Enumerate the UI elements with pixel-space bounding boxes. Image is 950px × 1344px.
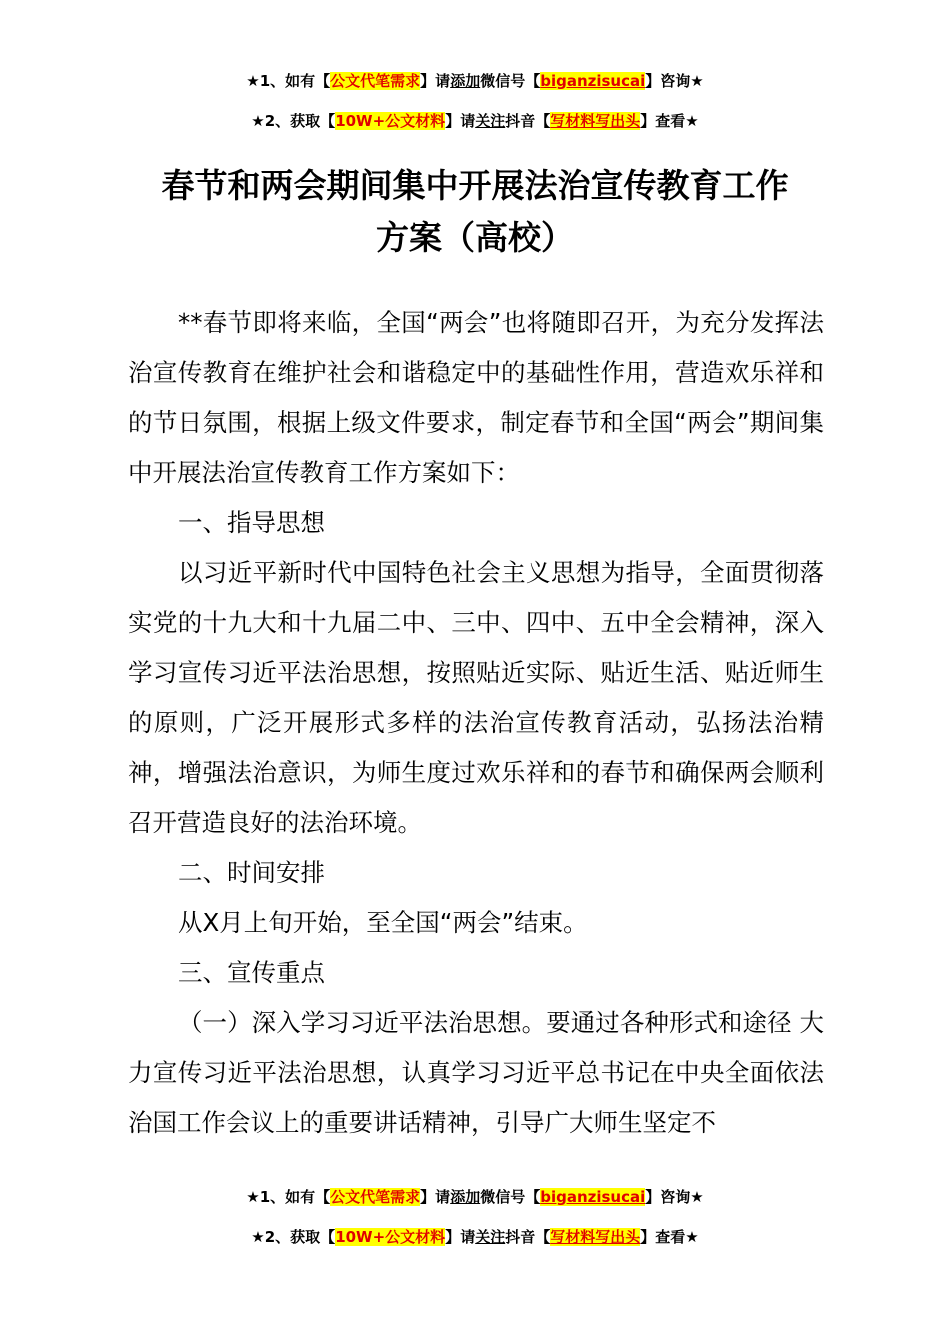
promo-highlight-service: 公文代笔需求	[330, 1188, 421, 1206]
promo-wechat-id-link[interactable]: biganzisucai	[540, 72, 646, 90]
promo-underlined-follow: 关注	[475, 112, 506, 130]
intro-paragraph: **春节即将来临，全国“两会”也将随即召开，为充分发挥法治宣传教育在维护社会和谐稳定中的基础性作用，营造欢乐祥和的节日氛围，根据上级文件要求，制定春节和全国“两会”期间集中开展法治宣传教育工作方案如下：	[128, 308, 824, 487]
document-body	[128, 298, 824, 1148]
promo-text: ★1、如有【	[246, 1188, 331, 1206]
promo-wechat-id-link[interactable]: biganzisucai	[540, 1188, 646, 1206]
promo-text: ★1、如有【	[246, 72, 331, 90]
promo-underlined-add: 添加	[450, 1188, 481, 1206]
header-promo-line-2	[0, 110, 950, 132]
footer-promo-line-1	[0, 1186, 950, 1208]
footer-promo-line-2	[0, 1226, 950, 1248]
promo-text: 】咨询★	[645, 72, 704, 90]
section-heading-publicity-focus: 三、宣传重点	[178, 958, 325, 987]
promo-highlight-materials: 10W+公文材料	[335, 112, 446, 130]
promo-douyin-account-link[interactable]: 写材料写出头	[550, 112, 641, 130]
promo-underlined-add: 添加	[450, 72, 481, 90]
section-heading-guiding-ideology: 一、指导思想	[178, 508, 325, 537]
body-paragraph: 从X月上旬开始，至全国“两会”结束。	[178, 908, 588, 937]
promo-text: 抖音【	[505, 1228, 551, 1246]
document-title-line-2: 方案（高校）	[376, 218, 574, 257]
promo-highlight-service: 公文代笔需求	[330, 72, 421, 90]
promo-text: 】请	[445, 1228, 476, 1246]
header-promo-line-1	[0, 70, 950, 92]
promo-text: 】请	[445, 112, 476, 130]
promo-text: 】查看★	[640, 112, 699, 130]
promo-text: ★2、获取【	[251, 1228, 336, 1246]
document-title	[0, 160, 950, 264]
promo-underlined-follow: 关注	[475, 1228, 506, 1246]
promo-text: 微信号【	[480, 72, 541, 90]
document-title-line-1: 春节和两会期间集中开展法治宣传教育工作	[161, 166, 789, 205]
promo-text: 】请	[420, 1188, 451, 1206]
promo-douyin-account-link[interactable]: 写材料写出头	[550, 1228, 641, 1246]
promo-highlight-materials: 10W+公文材料	[335, 1228, 446, 1246]
promo-text: 抖音【	[505, 112, 551, 130]
promo-text: 】查看★	[640, 1228, 699, 1246]
promo-text: ★2、获取【	[251, 112, 336, 130]
body-paragraph: （一）深入学习习近平法治思想。要通过各种形式和途径 大力宣传习近平法治思想，认真学习习近平总书记在中央全面依法治国工作会议上的重要讲话精神，引导广大师生坚定不	[128, 1008, 824, 1137]
promo-text: 微信号【	[480, 1188, 541, 1206]
promo-text: 】请	[420, 72, 451, 90]
promo-text: 】咨询★	[645, 1188, 704, 1206]
body-paragraph: 以习近平新时代中国特色社会主义思想为指导，全面贯彻落实党的十九大和十九届二中、三中、四中、五中全会精神，深入学习宣传习近平法治思想，按照贴近实际、贴近生活、贴近师生的原则，广泛开展形式多样的法治宣传教育活动，弘扬法治精神，增强法治意识，为师生度过欢乐祥和的春节和确保两会顺利召开营造良好的法治环境。	[128, 558, 824, 837]
section-heading-schedule: 二、时间安排	[178, 858, 325, 887]
